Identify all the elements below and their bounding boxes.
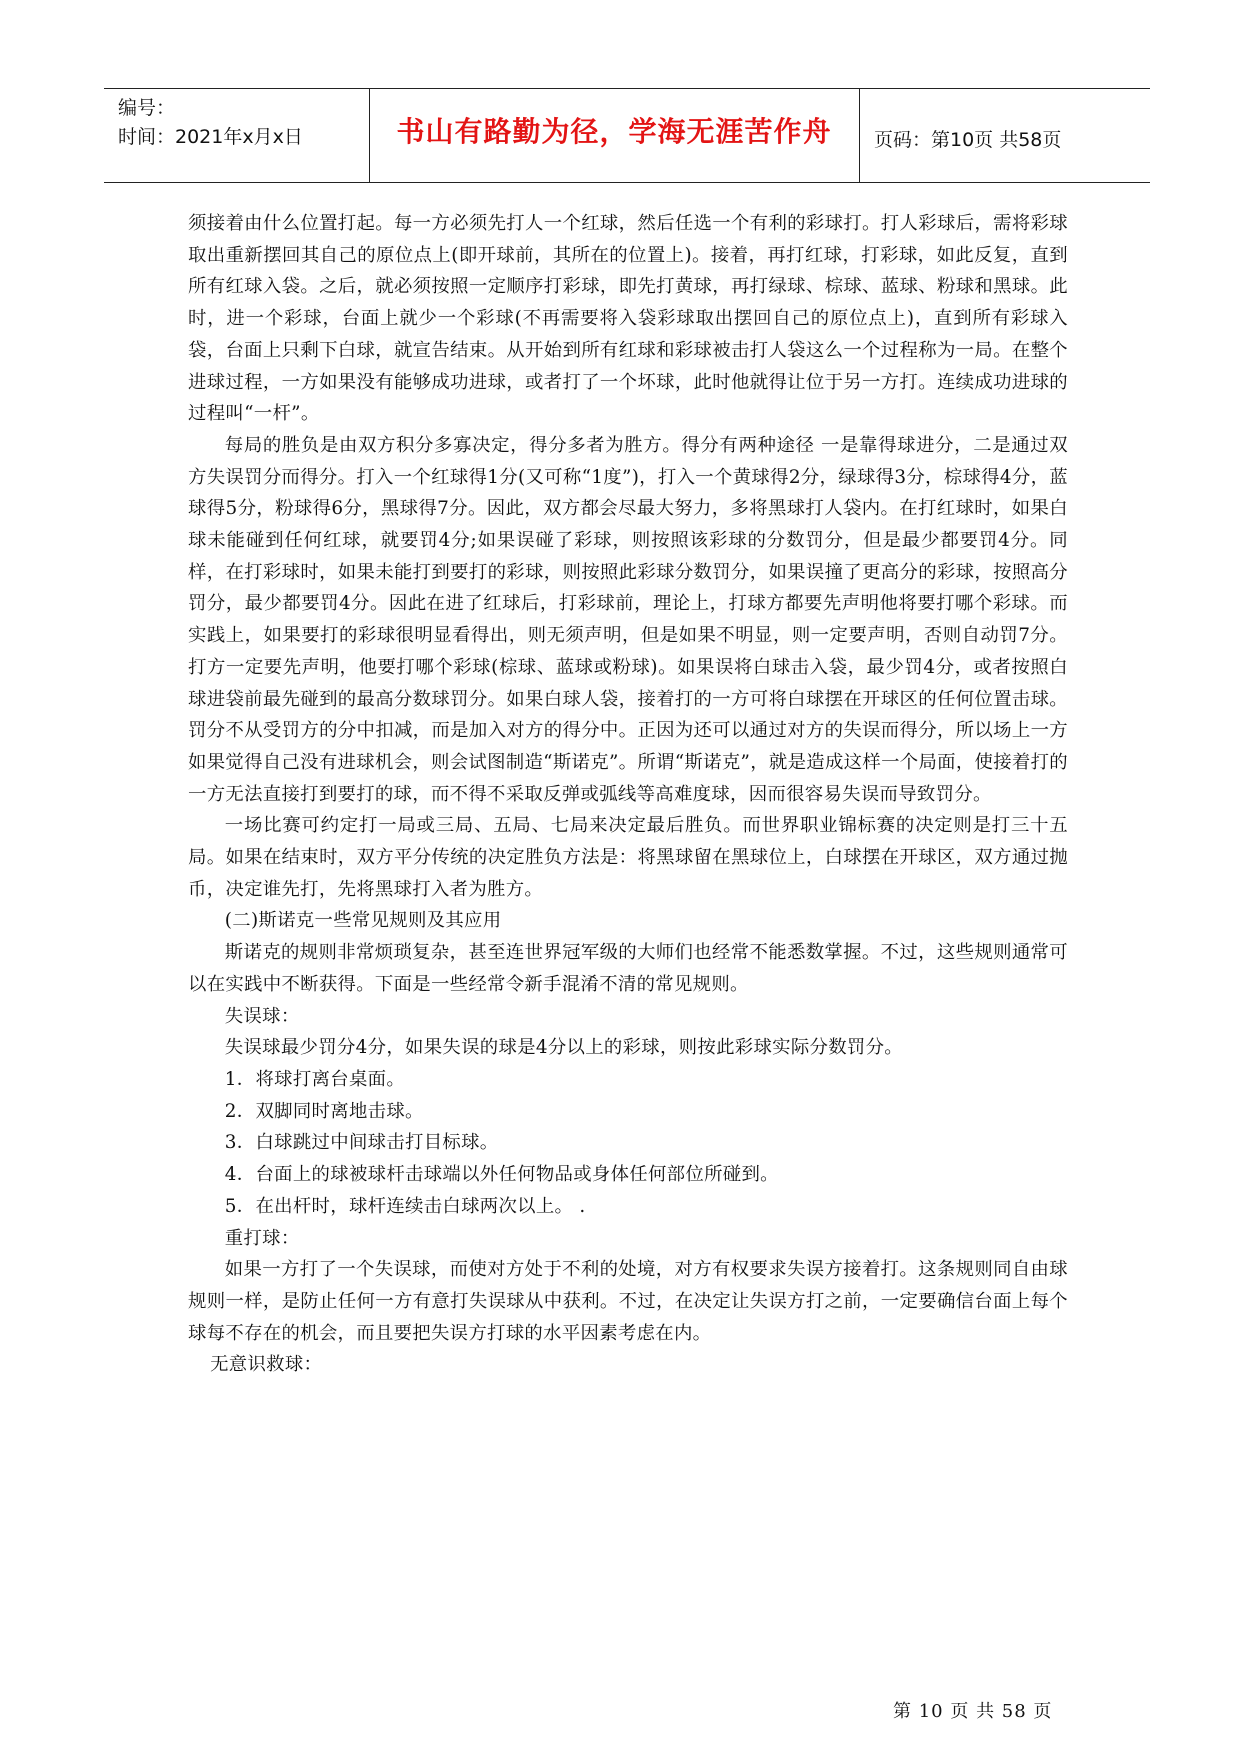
subheading-unintentional-save: 无意识救球：: [210, 1354, 323, 1376]
header-meta: [118, 94, 303, 152]
list-item: 2．双脚同时离地击球。: [224, 1100, 424, 1122]
paragraph-rules-intro: 斯诺克的规则非常烦琐复杂，甚至连世界冠军级的大师们也经常不能悉数掌握。不过，这些规则通常可以在实践中不断获得。下面是一些经常令新手混淆不清的常见规则。: [188, 942, 1068, 995]
list-item: 5．在出杆时，球杆连续击白球两次以上。 .: [224, 1195, 586, 1217]
header-motto: 书山有路勤为径，学海无涯苦作舟: [396, 115, 832, 148]
header-number-label: 编号：: [118, 97, 176, 119]
header-time-label: 时间：2021年x月x日: [118, 126, 303, 148]
paragraph-foul-penalty: 失误球最少罚分4分，如果失误的球是4分以上的彩球，则按此彩球实际分数罚分。: [224, 1037, 903, 1059]
header-top-rule: [104, 88, 1150, 89]
subheading-replay: 重打球：: [224, 1227, 300, 1249]
paragraph-continuation: 须接着由什么位置打起。每一方必须先打人一个红球，然后任选一个有利的彩球打。打人彩球后，需将彩球取出重新摆回其自己的原位点上(即开球前，其所在的位置上)。接着，再打红球，打彩球，如此反复，直到所有红球入袋。之后，就必须按照一定顺序打彩球，即先打黄球，再打绿球、棕球、蓝球、粉球和黑球。此时，进一个彩球，台面上就少一个彩球(不再需要将入袋彩球取出摆回自己的原位点上)，直到所有彩球入袋，台面上只剩下白球，就宣告结束。从开始到所有红球和彩球被击打人袋这么一个过程称为一局。在整个进球过程，一方如果没有能够成功进球，或者打了一个坏球，此时他就得让位于另一方打。连续成功进球的过程叫“一杆”。: [188, 213, 1068, 425]
section-heading: (二)斯诺克一些常见规则及其应用: [224, 910, 502, 932]
list-item: 1．将球打离台桌面。: [224, 1068, 406, 1090]
header-divider-right: [859, 88, 860, 182]
header-bottom-rule: [104, 182, 1150, 183]
paragraph-scoring: 每局的胜负是由双方积分多寡决定，得分多者为胜方。得分有两种途径 一是靠得球进分，二是通过双方失误罚分而得分。打入一个红球得1分(又可称“1度”)，打入一个黄球得2分，绿球得3分，棕球得4分，蓝球得5分，粉球得6分，黑球得7分。因此，双方都会尽最大努力，多将黑球打人袋内。在打红球时，如果白球未能碰到任何红球，就要罚4分;如果误碰了彩球，则按照该彩球的分数罚分，但是最少都要罚4分。同样，在打彩球时，如果未能打到要打的彩球，则按照此彩球分数罚分，如果误撞了更高分的彩球，按照高分罚分，最少都要罚4分。因此在进了红球后，打彩球前，理论上，打球方都要先声明他将要打哪个彩球。而实践上，如果要打的彩球很明显看得出，则无须声明，但是如果不明显，则一定要声明，否则自动罚7分。打方一定要先声明，他要打哪个彩球(棕球、蓝球或粉球)。如果误将白球击入袋，最少罚4分，或者按照白球进袋前最先碰到的最高分数球罚分。如果白球人袋，接着打的一方可将白球摆在开球区的任何位置击球。罚分不从受罚方的分中扣减，而是加入对方的得分中。正因为还可以通过对方的失误而得分，所以场上一方如果觉得自己没有进球机会，则会试图制造“斯诺克”。所谓“斯诺克”，就是造成这样一个局面，使接着打的一方无法直接打到要打的球，而不得不采取反弹或弧线等高难度球，因而很容易失误而导致罚分。: [188, 434, 1068, 805]
header-page-label: 页码：第10页 共58页: [874, 129, 1062, 151]
subheading-foul: 失误球：: [224, 1005, 300, 1027]
paragraph-replay: 如果一方打了一个失误球，而使对方处于不利的处境，对方有权要求失误方接着打。这条规则同自由球规则一样，是防止任何一方有意打失误球从中获利。不过，在决定让失误方打之前，一定要确信台面上每个球每不存在的机会，而且要把失误方打球的水平因素考虑在内。: [188, 1259, 1068, 1344]
paragraph-match-format: 一场比赛可约定打一局或三局、五局、七局来决定最后胜负。而世界职业锦标赛的决定则是打三十五局。如果在结束时，双方平分传统的决定胜负方法是：将黑球留在黑球位上，白球摆在开球区，双方通过抛币，决定谁先打，先将黑球打入者为胜方。: [188, 815, 1068, 900]
document-body: [188, 208, 1068, 1381]
list-item: 4．台面上的球被球杆击球端以外任何物品或身体任何部位所碰到。: [224, 1164, 779, 1186]
page-footer: 第 10 页 共 58 页: [893, 1701, 1053, 1722]
list-item: 3．白球跳过中间球击打目标球。: [224, 1132, 499, 1154]
